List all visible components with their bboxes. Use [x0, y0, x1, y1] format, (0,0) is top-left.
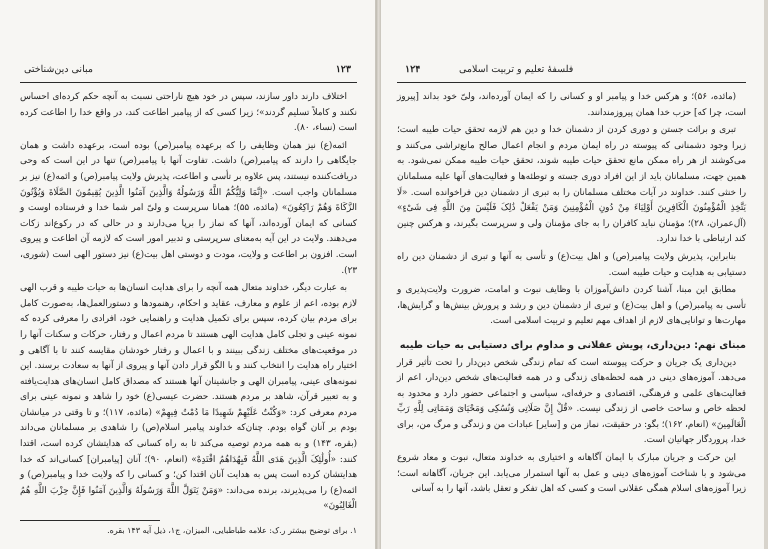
paragraph: ائمه(ع) نیز همان وظایفی را که برعهده پیامبر(ص) بوده است، برعهده داشت و همان جایگاهی را دارند که پیامبر(ص) داشت. تفاوت آنها با پیامبر(ص) تنها در این است که وحی دریافت‌کننده نیستند، پس علاوه بر تأسی و اطاعت، پذیرش ولایت پیامبر(ص) و ائمه(ع) نیز بر مسلمانان واجب است. «إِنَّمَا وَلِیُّکُمُ اللَّهُ وَرَسُولُهُ وَالَّذِینَ آمَنُوا الَّذِینَ یُقِیمُونَ الصَّلَاةَ وَیُؤْتُونَ الزَّکَاةَ وَهُمْ رَاکِعُونَ» (مائده، ۵۵)؛ همانا سرپرست و ولیّ امر شما خدا و فرستاده اوست و کسانی که ایمان آورده‌اند، آنها که نماز را برپا می‌دارند و در حالی که در رکوع‌اند زکات می‌دهند. ولایت در این آیه به‌معنای سرپرستی و تدبیر امور است که لازمه آن اطاعت و پیروی است. افزون بر اطاعت و ولایت، مودت و دوستی اهل بیت(ع) نیز دستور الهی است (شوری، ۲۳). [20, 140, 358, 276]
header-rule [20, 82, 357, 83]
running-title: فلسفهٔ تعلیم و تربیت اسلامی [459, 64, 574, 75]
footnote-rule [20, 520, 160, 521]
paragraph: اختلاف دارند داور سازند، سپس در خود هیچ ناراحتی نسبت به آنچه حکم کرده‌ای احساس نکنند و کاملاً تسلیم گردند»؛ زیرا کسی که از پیامبر اطاعت کند، در واقع خدا را اطاعت کرده است (نساء، ۸۰). [20, 92, 357, 134]
paragraph: مطابق این مبنا، آشنا کردن دانش‌آموزان با وظایف نبوت و امامت، ضرورت ولایت‌پذیری و تأسی به پیامبر(ص) و اهل بیت(ع) و تبری از دشمنان دین و رشد و پرورش بینش‌ها و گرایش‌ها، مهارت‌ها و توانایی‌های لازم از اهداف مهم تعلیم و تربیت اسلامی است. [397, 285, 746, 327]
page-number: ۱۲۳ [335, 64, 351, 75]
paragraph: به عبارت دیگر، خداوند متعال همه آنچه را برای هدایت انسان‌ها به حیات طیبه و قرب الهی لازم بوده، اعم از علوم و معارف، عقاید و احکام، رهنمودها و دستورالعمل‌ها، به‌صورت کامل برای مردم بیان کرده، سپس برای تکمیل هدایت و راهنمایی خود، افرادی را معرفی کرده که نمونه عینی و تجلی کامل هدایت الهی هستند تا مردم اعمال و رفتار، حرکات و سکنات آنها را در موقعیت‌های مختلف زندگی ببینند و با اعمال و رفتار خودشان مقایسه کنند تا با آگاهی و اختیار راه هدایت را انتخاب کنند و با الگو قرار دادن آنها و پیروی از آنها به سعادت برسند. این نمونه‌های عینی، پیامبران الهی و جانشینان آنها هستند که مصداق کامل انسان‌های هدایت‌یافته و به تعبیر قرآن، شاهد بر مردم هستند. حضرت عیسی(ع) خود را شاهد و نمونه عینی برای مردم معرفی کرد: «وَکُنْتُ عَلَیْهِمْ شَهِیدًا مَا دُمْتُ فِیهِمْ» (مائده، ۱۱۷)؛ و تا وقتی در میانشان بودم بر آنان گواه بودم. چنان‌که خداوند پیامبر اسلام(ص) را شاهدی بر مسلمانان می‌داند (بقره، ۱۴۳) و به همه مردم توصیه می‌کند تا به راه کسانی که هدایتشان کرده است، اقتدا کنند: «أُولَٰئِکَ الَّذِینَ هَدَى اللَّهُ فَبِهُدَاهُمُ اقْتَدِهْ» (انعام، ۹۰)؛ آنان [پیامبران] کسانی‌اند که خدا هدایتشان کرده است پس به هدایت آنان اقتدا کن؛ و کسانی را که ولایت خدا و پیامبر(ص) و ائمه(ع) را می‌پذیرند، برنده می‌داند: «وَمَنْ یَتَوَلَّ اللَّهَ وَرَسُولَهُ وَالَّذِینَ آمَنُوا فَإِنَّ حِزْبَ اللَّهِ هُمُ الْغَالِبُونَ» [20, 283, 357, 512]
right-page [381, 0, 768, 549]
running-title: مبانی دین‌شناختی [24, 64, 93, 75]
paragraph: این حرکت و جریان مبارک با ایمان آگاهانه و اختیاری به خداوند متعال، نبوت و معاد شروع می‌شود و با شناخت آموزه‌های دینی و عمل به آنها استمرار می‌یابد. این جریان، آگاهانه است؛ زیرا آموزه‌های اسلام همگی عقلانی است و کسی که اهل تفکر و تعقل باشد، آنها را به آسانی [397, 453, 746, 495]
paragraph: (مائده، ۵۶)؛ و هرکس خدا و پیامبر او و کسانی را که ایمان آورده‌اند، ولیّ خود بداند [پیروز است، چرا که] حزب خدا همان پیروزمندانند. [397, 92, 746, 118]
page-edge [764, 0, 768, 549]
header-rule [397, 82, 746, 83]
page-body [397, 90, 746, 500]
paragraph: دین‌داری یک جریان و حرکت پیوسته است که تمام زندگی شخص دین‌دار را تحت تأثیر قرار می‌دهد. آموزه‌های دینی در همه لحظه‌های زندگی و در همه فعالیت‌های شخص دین‌دار، اعم از فعالیت‌های علمی و فرهنگی، اقتصادی و حرفه‌ای، سیاسی و اجتماعی حضور دارد و محدود به لحظه خاص و ساحت خاصی از زندگی نیست. «قُلْ إِنَّ صَلَاتِی وَنُسُکِی وَمَحْیَایَ وَمَمَاتِی لِلَّهِ رَبِّ الْعَالَمِینَ» (انعام، ۱۶۲)؛ بگو: در حقیقت، نماز من و [سایر] عبادات من و زندگی و مرگ من، برای خدا، پروردگار جهانیان است. [397, 357, 746, 446]
left-page [0, 0, 376, 549]
page-body [20, 90, 357, 517]
footnote: ۱. برای توضیح بیشتر ر.ک: علامه طباطبایی، المیزان، ج۱، ذیل آیه ۱۴۳ بقره. [107, 526, 357, 535]
paragraph: بنابراین، پذیرش ولایت پیامبر(ص) و اهل بیت(ع) و تأسی به آنها و تبری از دشمنان دین راه دستیابی به هدایت و حیات طیبه است. [397, 251, 746, 278]
section-title: مبنای نهم: دین‌داری، پویش عقلانی و مداوم برای دستیابی به حیات طیبه [399, 339, 746, 351]
page-number: ۱۲۴ [405, 64, 421, 75]
paragraph: تبری و برائت جستن و دوری کردن از دشمنان خدا و دین هم لازمه تحقق حیات طیبه است؛ زیرا وجود دشمنانی که پیوسته در راه ایمان مردم و انجام اعمال صالح مانع‌تراشی می‌کنند و می‌کوشند از هر راه ممکن مانع تحقق حیات طیبه شوند، تحقق حیات طیبه ممکن نمی‌شود. به همین جهت، مسلمانان باید از این افراد دوری جسته و توطئه‌ها و فعالیت‌های آنها علیه مسلمانان را خنثی کنند. خداوند در آیات مختلف مسلمانان را به تبری از دشمنان دین فراخوانده است. «لَا یَتَّخِذِ الْمُؤْمِنُونَ الْکَافِرِینَ أَوْلِیَاءَ مِنْ دُونِ الْمُؤْمِنِینَ وَمَنْ یَفْعَلْ ذَٰلِکَ فَلَیْسَ مِنَ اللَّهِ فِی شَیْءٍ» (آل‌عمران، ۲۸)؛ مؤمنان نباید کافران را به جای مؤمنان ولی و سرپرست بگیرند، و هرکس چنین کند ارتباطی با خدا ندارد. [397, 125, 747, 245]
